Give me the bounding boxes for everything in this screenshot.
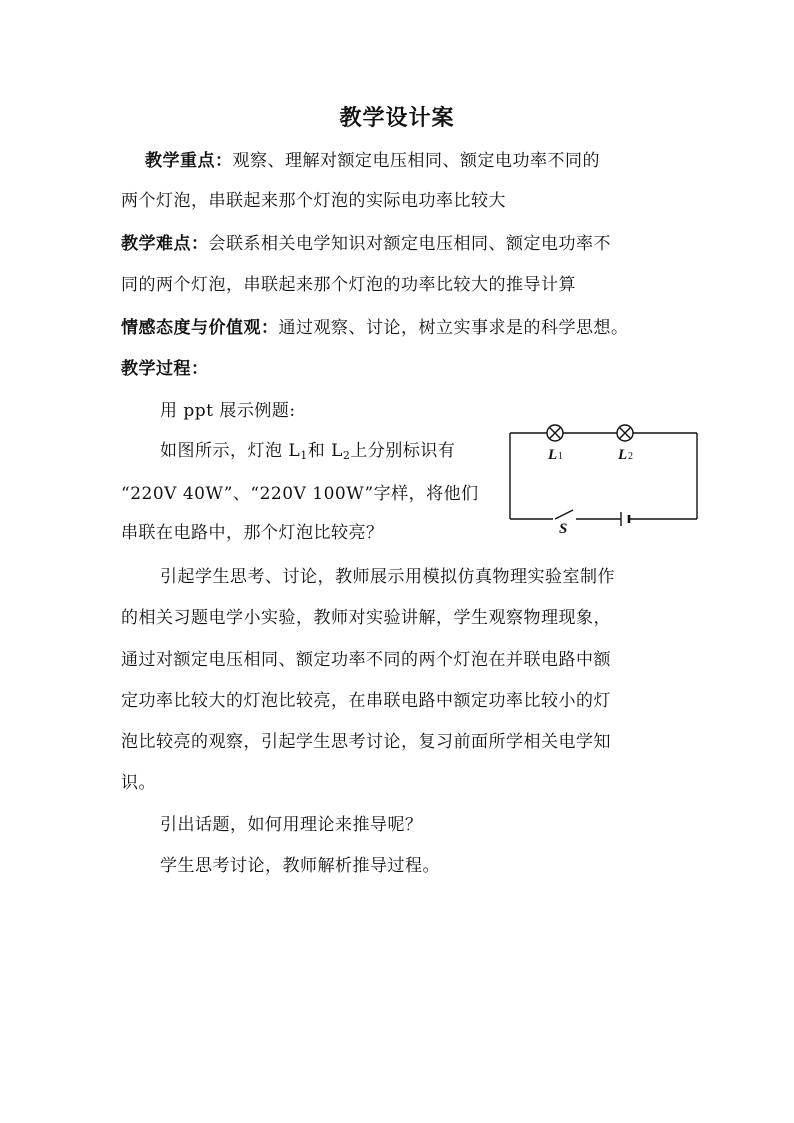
focus-line-2: 两个灯泡，串联起来那个灯泡的实际电功率比较大 (121, 191, 506, 211)
process-label: 教学过程： (121, 359, 209, 379)
difficulty-line-2: 同的两个灯泡，串联起来那个灯泡的功率比较大的推导计算 (121, 275, 576, 295)
example-text-c: 上分别标识有 (350, 441, 456, 461)
discussion-line-2: 的相关习题电学小实验，教师对实验讲解，学生观察物理现象， (121, 608, 611, 628)
values-label: 情感态度与价值观： (121, 318, 279, 338)
values-line (121, 313, 681, 343)
example-line-3: 串联在电路中，那个灯泡比较亮？ (121, 523, 384, 543)
focus-line-1 (145, 146, 705, 176)
difficulty-label: 教学难点： (121, 234, 209, 254)
conclusion-line: 学生思考讨论，教师解析推导过程。 (160, 856, 440, 876)
example-sub-2: 2 (342, 449, 351, 462)
focus-text-1: 观察、理解对额定电压相同、额定电功率不同的 (232, 151, 600, 171)
lamp1-sub: 1 (558, 451, 563, 462)
focus-label: 教学重点： (145, 151, 233, 171)
lamp1-label: L (548, 447, 558, 463)
page-title: 教学设计案 (339, 105, 455, 131)
discussion-line-3: 通过对额定电压相同、额定功率不同的两个灯泡在并联电路中额 (121, 650, 611, 670)
lamp2-sub: 2 (628, 451, 633, 462)
discussion-line-4: 定功率比较大的灯泡比较亮，在串联电路中额定功率比较小的灯 (121, 691, 611, 711)
difficulty-line-1 (121, 229, 681, 259)
question-line: 引出话题，如何用理论来推导呢？ (160, 815, 423, 835)
values-text: 通过观察、讨论，树立实事求是的科学思想。 (278, 318, 629, 338)
lamp2-label: L (618, 447, 628, 463)
discussion-line-5: 泡比较亮的观察，引起学生思考讨论，复习前面所学相关电学知 (121, 732, 611, 752)
discussion-line-1: 引起学生思考、讨论，教师展示用模拟仿真物理实验室制作 (160, 567, 615, 587)
example-sub-1: 1 (300, 449, 308, 462)
switch-icon (555, 510, 573, 519)
example-text-a: 如图所示，灯泡 L (160, 441, 301, 461)
process-intro: 用 ppt 展示例题: (160, 401, 296, 421)
example-text-b: 和 L (307, 441, 343, 461)
circuit-diagram (505, 421, 701, 537)
example-line-2: “220V 40W”、“220V 100W”字样，将他们 (121, 484, 479, 504)
switch-label: S (559, 521, 568, 537)
difficulty-text-1: 会联系相关电学知识对额定电压相同、额定电功率不 (208, 234, 611, 254)
discussion-line-6: 识。 (121, 773, 156, 793)
